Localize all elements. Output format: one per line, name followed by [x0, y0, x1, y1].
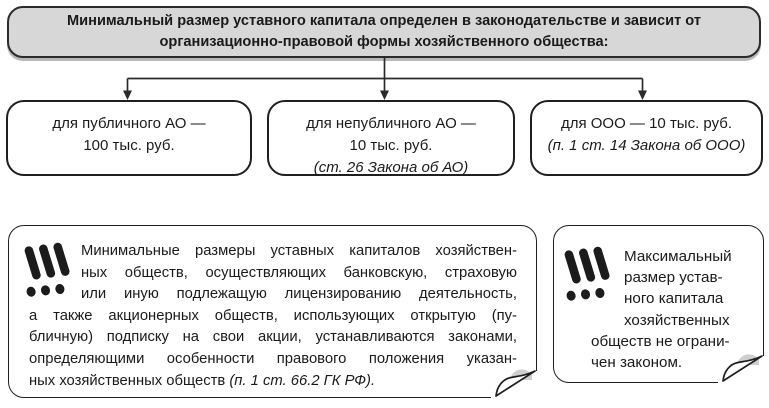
branch-line: 100 тыс. руб.	[83, 137, 175, 154]
branch-line: для непубличного АО —	[306, 115, 476, 132]
arrowhead-middle	[380, 91, 389, 101]
note-text-line: размер устав-	[624, 269, 723, 287]
note-box-minimum-sizes	[8, 225, 537, 398]
page-curl-corner	[718, 345, 764, 383]
note-box-maximum-size	[553, 225, 764, 383]
law-citation: (п. 1 ст. 14 Закона об ООО)	[547, 137, 746, 154]
note-text-line: чен законом.	[591, 354, 683, 372]
triple-exclamation-nb-icon	[23, 242, 77, 305]
branch-line: для ООО — 10 тыс. руб.	[560, 115, 733, 132]
arrowhead-right	[638, 91, 647, 101]
note-text: ных хозяйственных обществ	[29, 372, 230, 389]
note-text-line: ного капитала	[624, 290, 724, 308]
branch-line: для публичного АО —	[52, 115, 206, 132]
branch-box-nonpublic-ao	[267, 100, 515, 176]
note-text-line: а также акционерных обществ, использующих открытую (пу-	[29, 307, 517, 324]
note-text-line	[29, 371, 517, 393]
note-text-line: или иную подлежащую лицензированию деятельность,	[81, 286, 517, 303]
branch-line: 10 тыс. руб.	[349, 137, 433, 154]
note-text-line: определяющими особенности правового положения указан-	[29, 350, 517, 367]
note-text-line: ных обществ, осуществляющих банковскую, страховую	[81, 264, 517, 281]
arrowhead-left	[123, 91, 132, 101]
note-text-line: бличную) подписку на свои акции, устанавливаются законами,	[29, 329, 517, 346]
branch-box-public-ao	[6, 100, 252, 176]
header-text: Минимальный размер уставного капитала определен в законодательстве и зависит от организационно-правовой формы хозяйственного общества:	[67, 13, 701, 50]
triple-exclamation-nb-icon	[563, 246, 617, 309]
connector-arrows	[0, 57, 769, 101]
header-box	[7, 6, 761, 58]
branch-box-ooo	[530, 100, 763, 176]
note-text-line: хозяйственных	[624, 311, 730, 329]
page-curl-corner	[491, 360, 537, 398]
law-citation: (ст. 26 Закона об АО)	[313, 159, 469, 176]
note-text-line: обществ не ограни-	[591, 332, 730, 350]
note-text-line: Максимальный	[624, 248, 732, 265]
law-citation: (п. 1 ст. 66.2 ГК РФ).	[229, 372, 376, 389]
note-text-line: Минимальные размеры уставных капиталов хозяйствен-	[81, 243, 517, 259]
